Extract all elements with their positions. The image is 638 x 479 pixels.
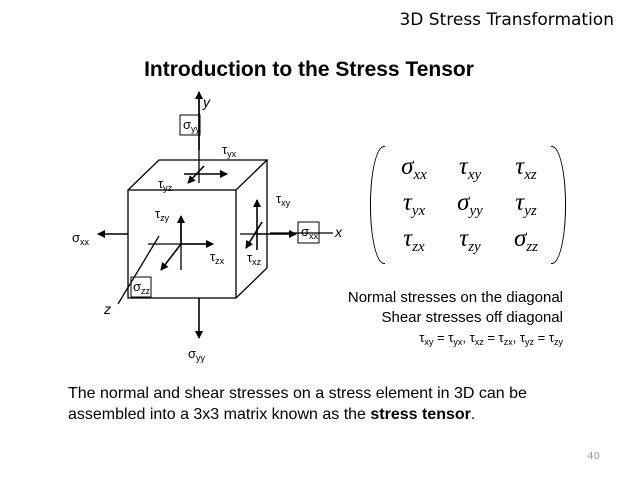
note-diagonal: Normal stresses on the diagonal (347, 289, 563, 306)
z-axis-label: z (104, 301, 111, 317)
matrix-cell: $\tau_{zy}$ (459, 224, 481, 255)
page-number: 40 (587, 451, 600, 462)
shear-equalities: $\tau_{xy} = \tau_{yx}$, $\tau_{xz} = \tau_{zx}$, $\tau_{yz} = \tau_{zy}$ (419, 330, 563, 347)
tau-zx-label: $\tau_{zx}$ (210, 249, 225, 266)
matrix-cell: $\sigma_{yy}$ (457, 188, 483, 219)
x-axis-label: x (335, 224, 342, 240)
matrix-cell: $\sigma_{xx}$ (401, 152, 427, 183)
tau-yx-label: $\tau_{yx}$ (222, 142, 237, 159)
sigma-yy-top-label: $\sigma_{yy}$ (183, 117, 201, 134)
tau-yz-label: $\tau_{yz}$ (158, 176, 173, 193)
matrix-left-bracket (370, 146, 385, 264)
matrix-row (386, 150, 554, 186)
tau-xy-label: $\tau_{xy}$ (276, 191, 291, 208)
matrix-row (386, 222, 554, 258)
tau-xz-label: $\tau_{xz}$ (247, 250, 262, 267)
matrix-cell: $\tau_{xz}$ (515, 152, 537, 183)
stress-tensor-term: stress tensor (370, 406, 471, 423)
y-axis-label: y (203, 94, 210, 110)
tau-zy-label: $\tau_{zy}$ (155, 206, 170, 223)
note-off-diagonal: Shear stresses off diagonal (381, 309, 563, 326)
matrix-cell: $\tau_{zx}$ (403, 224, 425, 255)
sigma-xx-left-label: $\sigma_{xx}$ (72, 230, 90, 247)
tau-xz-arrow (246, 222, 262, 248)
sigma-yy-bottom-label: $\sigma_{yy}$ (188, 346, 206, 363)
heading-text: Introduction to the Stress Tensor (144, 58, 474, 81)
matrix-cell: $\tau_{yz}$ (515, 188, 537, 219)
cube-right-face (236, 160, 267, 298)
cube-top-face (128, 160, 267, 190)
tensor-notes (348, 288, 563, 352)
matrix-cell: $\tau_{xy}$ (458, 152, 482, 183)
sigma-xx-right-label: $\sigma_{xx}$ (301, 224, 319, 241)
sigma-zz-label: $\sigma_{zz}$ (133, 279, 151, 296)
matrix-row (386, 186, 554, 222)
body-paragraph: The normal and shear stresses on a stress element in 3D can be assembled into a 3x3 matrix known as the stress tensor. (68, 385, 527, 423)
matrix-cell: $\tau_{yx}$ (402, 188, 426, 219)
matrix-table (386, 150, 554, 258)
matrix-cell: $\sigma_{zz}$ (513, 224, 539, 255)
slide-title: 3D Stress Transformation (399, 10, 614, 30)
stress-tensor-matrix (370, 146, 566, 264)
